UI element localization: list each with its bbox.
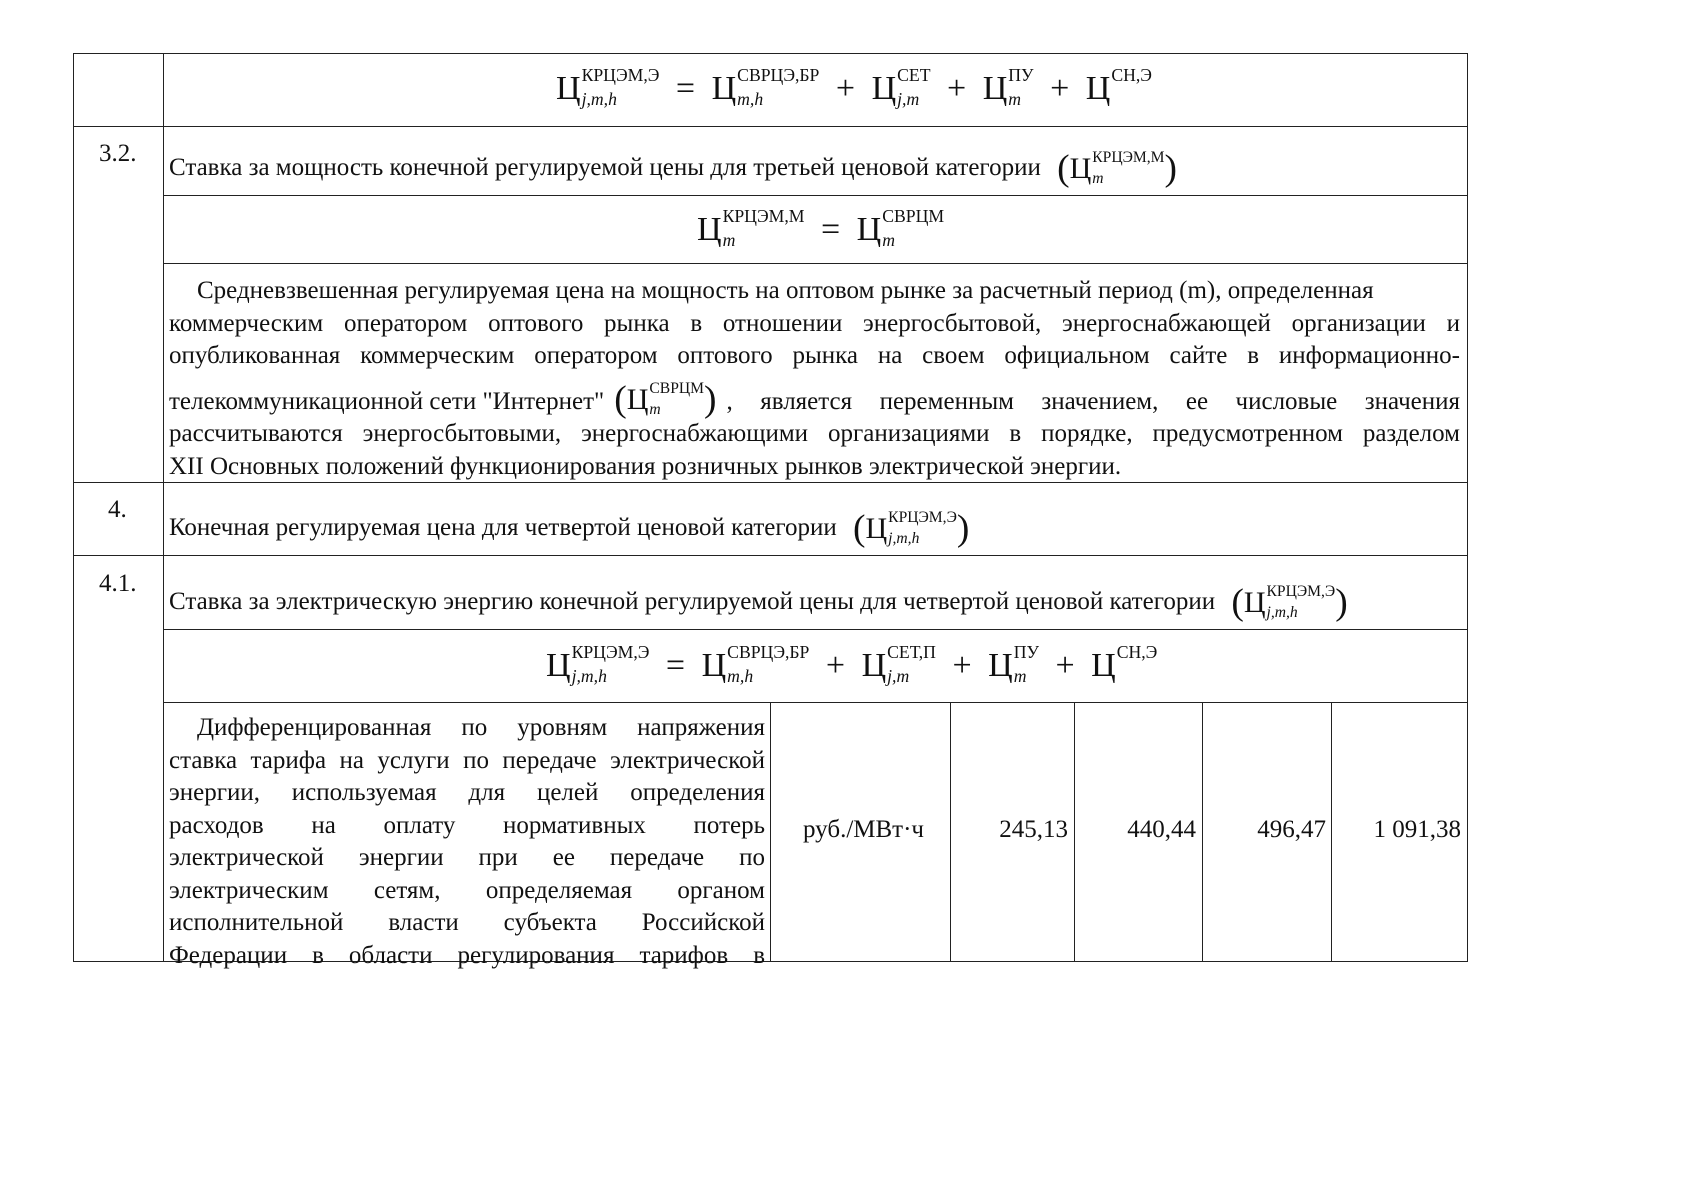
row-symbol: (Ц КРЦЭМ,Э j,m,h ) [853, 508, 970, 549]
formula-top: Ц КРЦЭМ,Э j,m,h = Ц СВРЦЭ,БР m,h + Ц СЕТ j,m + Ц ПУ m + Ц СН,Э [556, 65, 1152, 110]
inline-symbol: (Ц СВРЦМ m ) [614, 378, 717, 420]
col-divider [1202, 702, 1203, 962]
row-number: 3.2. [99, 140, 137, 167]
formula-3-2: Ц КРЦЭМ,М m = Ц СВРЦМ m [697, 206, 945, 251]
tariff-description-cell: Дифференцированная по уровням напряжения ставка тарифа на услуги по передаче электрической энергии, используемая для целей определения расходов на оплату нормативных потерь электрической энергии при ее передаче по электрическим сетям, определяемая органом исполнительной власти субъекта Российской Федерации в области регулирования тарифов в [169, 714, 765, 969]
value-cell: 245,13 [999, 816, 1068, 843]
row-symbol: (Ц КРЦЭМ,М m ) [1057, 148, 1178, 189]
row-divider [163, 702, 1468, 703]
row-heading: Ставка за электрическую энергию конечной регулируемой цены для четвертой ценовой категории (Ц КРЦЭМ,Э j,m,h ) [169, 582, 1348, 623]
row-divider [73, 555, 1468, 556]
row-number: 4. [108, 496, 127, 523]
col-divider [1331, 702, 1332, 962]
row-divider [73, 126, 1468, 127]
row-divider [163, 263, 1468, 264]
value-cell: 496,47 [1257, 816, 1326, 843]
unit-cell: руб./МВт·ч [803, 816, 924, 843]
col-divider [950, 702, 951, 962]
value-cell: 440,44 [1127, 816, 1196, 843]
row-heading: Конечная регулируемая цена для четвертой ценовой категории (Ц КРЦЭМ,Э j,m,h ) [169, 508, 970, 549]
row-divider [163, 629, 1468, 630]
paragraph-3-2: Средневзвешенная регулируемая цена на мощность на оптовом рынке за расчетный период (m), определенная коммерческим оператором оптового рынка в отношении энергосбытовой, энергоснабжающей организации и опубликованная коммерческим оператором оптового рынка на своем официальном сайте в информационно- телекоммуникационной сети "Интернет" (Ц СВРЦМ m ) , является переменным значением, ее числовые значения рассчитываются энергосбытовыми, энергоснабжающими организациями в порядке, предусмотренном разделом XII Основных положений функционирования розничных рынков электрической энергии. [169, 277, 1460, 480]
row-divider [163, 195, 1468, 196]
row-number: 4.1. [99, 570, 137, 597]
value-cell: 1 091,38 [1373, 816, 1461, 843]
col-divider [770, 702, 771, 962]
col-divider [1074, 702, 1075, 962]
row-symbol: (Ц КРЦЭМ,Э j,m,h ) [1231, 582, 1348, 623]
col-divider-number [163, 53, 164, 962]
formula-4-1: Ц КРЦЭМ,Э j,m,h = Ц СВРЦЭ,БР m,h + Ц СЕТ,П j,m + Ц ПУ m + Ц СН,Э [546, 642, 1158, 687]
row-heading: Ставка за мощность конечной регулируемой цены для третьей ценовой категории (Ц КРЦЭМ,М m ) [169, 148, 1178, 189]
